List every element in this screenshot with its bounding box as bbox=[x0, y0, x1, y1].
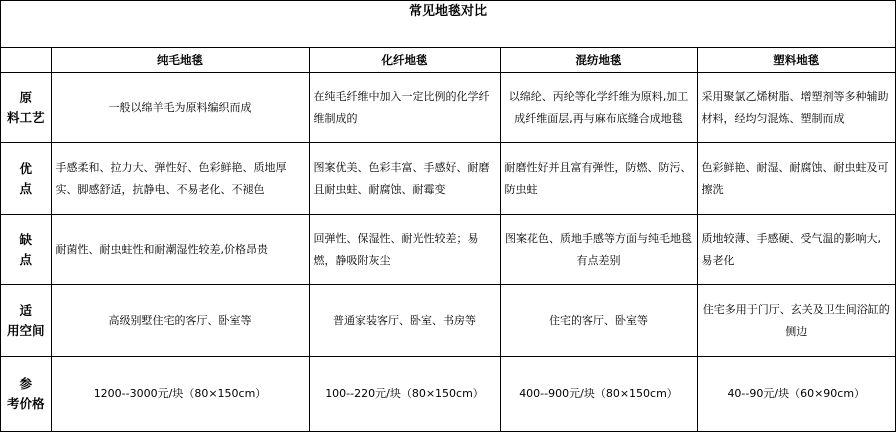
column-header: 纯毛地毯 bbox=[51, 48, 309, 73]
row-header-line: 原 bbox=[19, 89, 32, 105]
table-cell: 手感柔和、拉力大、弹性好、色彩鲜艳、质地厚实、脚感舒适，抗静电、不易老化、不褪色 bbox=[51, 143, 309, 215]
column-header: 塑料地毯 bbox=[697, 48, 895, 73]
table-row bbox=[1, 215, 895, 285]
row-header bbox=[1, 143, 51, 215]
row-header-line: 适 bbox=[19, 302, 32, 318]
table-row bbox=[1, 285, 895, 357]
table-cell: 图案花色、质地手感等方面与纯毛地毯有点差别 bbox=[500, 215, 697, 285]
table-cell: 采用聚氯乙烯树脂、增塑剂等多种辅助材料，经均匀混炼、塑制而成 bbox=[697, 73, 895, 143]
row-header-line: 参 bbox=[19, 375, 32, 391]
table-cell: 住宅多用于门厅、玄关及卫生间浴缸的侧边 bbox=[697, 285, 895, 357]
row-header bbox=[1, 215, 51, 285]
carpet-comparison-table bbox=[1, 48, 895, 431]
row-header bbox=[1, 73, 51, 143]
row-header bbox=[1, 285, 51, 357]
row-header-line: 点 bbox=[19, 180, 32, 196]
row-header-line: 点 bbox=[19, 251, 32, 267]
table-header-row bbox=[1, 48, 895, 73]
row-header bbox=[1, 357, 51, 431]
row-header-line: 料工艺 bbox=[6, 109, 45, 125]
row-header-line: 考价格 bbox=[6, 395, 45, 411]
table-cell: 高级别墅住宅的客厅、卧室等 bbox=[51, 285, 309, 357]
table-row bbox=[1, 73, 895, 143]
table-row bbox=[1, 143, 895, 215]
table-cell: 色彩鲜艳、耐湿、耐腐蚀、耐虫蛀及可擦洗 bbox=[697, 143, 895, 215]
column-header: 混纺地毯 bbox=[500, 48, 697, 73]
table-cell: 普通家装客厅、卧室、书房等 bbox=[309, 285, 500, 357]
row-header-line: 缺 bbox=[19, 231, 32, 247]
table-row bbox=[1, 357, 895, 431]
row-header-line: 用空间 bbox=[6, 322, 45, 338]
page-title: 常见地毯对比 bbox=[1, 1, 895, 48]
table-cell: 400--900元/块（80×150cm） bbox=[500, 357, 697, 431]
table-cell: 住宅的客厅、卧室等 bbox=[500, 285, 697, 357]
table-cell: 在纯毛纤维中加入一定比例的化学纤维制成的 bbox=[309, 73, 500, 143]
table-cell: 1200--3000元/块（80×150cm） bbox=[51, 357, 309, 431]
row-header-line: 优 bbox=[19, 160, 32, 176]
table-cell: 质地较薄、手感硬、受气温的影响大,易老化 bbox=[697, 215, 895, 285]
table-cell: 100--220元/块（80×150cm） bbox=[309, 357, 500, 431]
table-cell: 耐菌性、耐虫蛀性和耐潮湿性较差,价格昂贵 bbox=[51, 215, 309, 285]
table-cell: 40--90元/块（60×90cm） bbox=[697, 357, 895, 431]
table-cell: 图案优美、色彩丰富、手感好、耐磨且耐虫蛀、耐腐蚀、耐霉变 bbox=[309, 143, 500, 215]
table-cell: 一般以绵羊毛为原料编织而成 bbox=[51, 73, 309, 143]
header-corner bbox=[1, 48, 51, 73]
table-cell: 以绵纶、丙纶等化学纤维为原料,加工成纤维面层,再与麻布底缝合成地毯 bbox=[500, 73, 697, 143]
table-cell: 回弹性、保湿性、耐光性较差；易燃，静吸附灰尘 bbox=[309, 215, 500, 285]
table-cell: 耐磨性好并且富有弹性，防燃、防污、防虫蛀 bbox=[500, 143, 697, 215]
column-header: 化纤地毯 bbox=[309, 48, 500, 73]
